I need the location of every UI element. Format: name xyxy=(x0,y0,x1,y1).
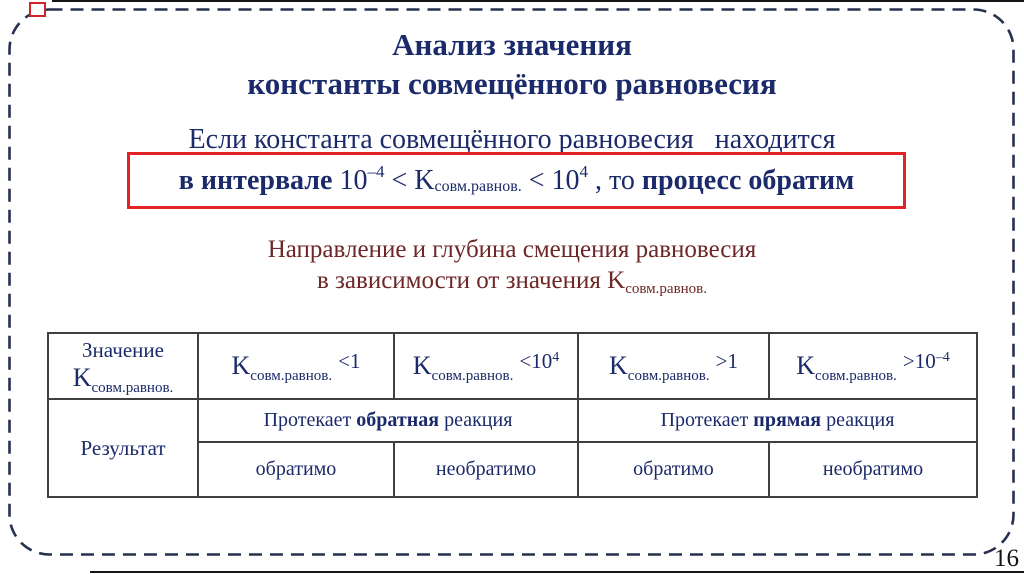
outcome-cell: обратимо xyxy=(578,442,769,497)
subtitle-text xyxy=(0,234,1024,300)
comparison: <10 xyxy=(519,349,553,373)
subtitle-line2 xyxy=(0,265,1024,300)
k-symbol: K xyxy=(72,363,92,392)
red-corner-marker xyxy=(29,2,46,17)
k-subscript: совм.равнов. xyxy=(815,368,897,384)
comparison: >1 xyxy=(715,349,738,373)
k-symbol: K xyxy=(412,351,432,380)
interval-base2: < 10 xyxy=(521,164,580,196)
interval-comma-then: , то xyxy=(588,164,642,196)
interval-bold-lead: в интервале xyxy=(178,164,340,196)
k-subscript: совм.равнов. xyxy=(91,380,174,396)
reaction-text: Протекает xyxy=(263,409,357,431)
header-value-label: Значение xyxy=(82,338,164,362)
outcome-cell: необратимо xyxy=(394,442,578,497)
slide-title-line1: Анализ значения xyxy=(392,27,632,62)
k-symbol: K xyxy=(231,351,251,380)
comparison-exponent: 4 xyxy=(552,350,560,365)
reaction-text: реакция xyxy=(821,409,895,431)
outcome-cell: обратимо xyxy=(198,442,394,497)
header-cell-gt1 xyxy=(578,333,769,399)
header-cell-lt10e4 xyxy=(394,333,578,399)
header-cell-lt1 xyxy=(198,333,394,399)
k-subscript: совм.равнов. xyxy=(627,368,710,384)
subtitle-k-subscript: совм.равнов. xyxy=(625,281,708,297)
subtitle-line1: Направление и глубина смещения равновесия xyxy=(267,236,757,263)
reaction-text: реакция xyxy=(439,409,513,431)
intro-text: Если константа совмещённого равновесия находится xyxy=(188,124,836,155)
slide-title-line2: константы совмещённого равновесия xyxy=(247,66,777,101)
equilibrium-table xyxy=(47,332,978,498)
k-symbol: K xyxy=(796,351,816,380)
k-subscript: совм.равнов. xyxy=(250,368,333,384)
reaction-text: Протекает xyxy=(660,409,754,431)
interval-exponent-neg4: –4 xyxy=(367,161,385,181)
table-reaction-row xyxy=(48,399,977,442)
interval-base1: 10 xyxy=(339,164,368,196)
slide-title xyxy=(0,25,1024,103)
header-cell-gt10e-4 xyxy=(769,333,977,399)
comparison: >10 xyxy=(902,349,936,373)
interval-k-subscript: совм.равнов. xyxy=(434,177,522,195)
table-header-row xyxy=(48,333,977,399)
header-value-k xyxy=(49,363,197,397)
result-label-cell: Результат xyxy=(48,399,198,497)
reaction-direction: прямая xyxy=(753,409,822,431)
subtitle-line2-text: в зависимости от значения K xyxy=(316,267,626,294)
page-number: 16 xyxy=(994,545,1019,572)
bottom-frame-line xyxy=(90,571,1024,573)
header-cell-value xyxy=(48,333,198,399)
comparison: <1 xyxy=(338,349,361,373)
reverse-reaction-cell xyxy=(198,399,578,442)
interval-highlight-box xyxy=(127,152,906,209)
interval-exponent-4: 4 xyxy=(579,161,589,181)
k-symbol: K xyxy=(609,351,628,380)
k-subscript: совм.равнов. xyxy=(431,368,514,384)
top-frame-line xyxy=(52,0,1024,2)
outcome-cell: необратимо xyxy=(769,442,977,497)
interval-lt-k: < K xyxy=(384,164,435,196)
interval-bold-tail: процесс обратим xyxy=(641,164,855,196)
forward-reaction-cell xyxy=(578,399,977,442)
comparison-exponent: –4 xyxy=(935,350,950,365)
reaction-direction: обратная xyxy=(356,409,440,431)
